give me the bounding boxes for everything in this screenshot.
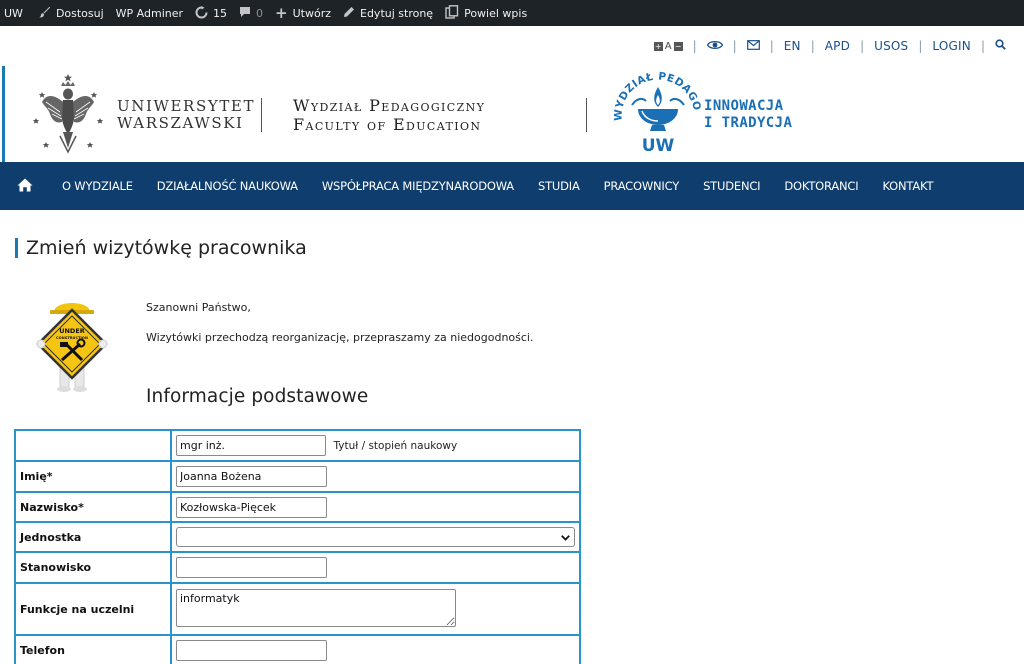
mail-icon[interactable] <box>747 39 760 53</box>
refresh-icon <box>195 6 208 21</box>
form-row-title <box>15 430 580 461</box>
page-title <box>15 237 307 259</box>
admin-bar-updates[interactable] <box>189 0 233 26</box>
wp-adminer-label: WP Adminer <box>115 6 184 20</box>
nav-item-doktoranci[interactable]: DOKTORANCI <box>784 179 859 193</box>
header-accent-bar <box>2 66 5 162</box>
nav-item-kontakt[interactable]: KONTAKT <box>882 179 934 193</box>
last-name-label: Nazwisko* <box>15 492 171 522</box>
title-hint: Tytuł / stopień naukowy <box>333 439 458 452</box>
faculty-name-polish: Wydział Pedagogiczny <box>293 96 486 115</box>
header-divider <box>586 98 587 132</box>
nav-item-pracownicy[interactable]: PRACOWNICY <box>603 179 680 193</box>
separator: | <box>980 39 985 53</box>
comment-icon <box>239 6 251 20</box>
header-divider <box>261 98 262 132</box>
university-name-line1: UNIWERSYTET <box>117 97 256 115</box>
admin-bar-site-link[interactable] <box>0 0 29 26</box>
plus-icon: + <box>275 3 288 22</box>
language-en-link[interactable]: EN <box>783 39 801 53</box>
greeting-text: Szanowni Państwo, <box>146 301 251 314</box>
wp-admin-bar <box>0 0 1024 26</box>
position-input[interactable] <box>176 557 327 578</box>
basic-info-form <box>14 429 581 664</box>
title-accent-bar <box>15 238 18 258</box>
login-link[interactable]: LOGIN <box>932 39 971 53</box>
separator: | <box>769 39 774 53</box>
font-decrease-icon[interactable]: − <box>674 41 682 51</box>
functions-cell <box>171 583 580 635</box>
comments-count: 0 <box>256 6 264 20</box>
chevron-down-icon <box>561 531 570 544</box>
page-title-text: Zmień wizytówkę pracownika <box>26 237 307 259</box>
pencil-icon <box>343 6 355 20</box>
apd-link[interactable]: APD <box>824 39 851 53</box>
first-name-input[interactable] <box>176 466 327 487</box>
first-name-cell <box>171 461 580 492</box>
usos-link[interactable]: USOS <box>874 39 909 53</box>
admin-bar-new[interactable] <box>269 0 337 26</box>
unit-cell <box>171 522 580 552</box>
admin-bar-comments[interactable] <box>233 0 269 26</box>
form-row-first-name <box>15 461 580 492</box>
new-label: Utwórz <box>292 6 331 20</box>
duplicate-icon <box>445 5 459 21</box>
position-label: Stanowisko <box>15 552 171 583</box>
duplicate-label: Powiel wpis <box>464 6 528 20</box>
form-row-functions <box>15 583 580 635</box>
separator: | <box>860 39 865 53</box>
first-name-label: Imię* <box>15 461 171 492</box>
admin-bar-site-label: UW <box>4 6 23 20</box>
faculty-slogan <box>704 98 792 132</box>
nav-item-o-wydziale[interactable]: O WYDZIALE <box>62 179 133 193</box>
section-heading: Informacje podstawowe <box>146 386 369 407</box>
form-row-unit <box>15 522 580 552</box>
title-value-cell <box>171 430 580 461</box>
unit-select[interactable] <box>176 527 575 547</box>
utility-links <box>654 36 1006 56</box>
functions-textarea[interactable] <box>176 589 456 627</box>
nav-item-wspolpraca[interactable]: WSPÓŁPRACA MIĘDZYNARODOWA <box>321 179 514 193</box>
admin-bar-customize[interactable] <box>29 0 110 26</box>
form-row-position <box>15 552 580 583</box>
updates-count: 15 <box>213 6 228 20</box>
notice-text: Wizytówki przechodzą reorganizację, przepraszamy za niedogodności. <box>146 331 534 344</box>
faculty-lamp-logo[interactable] <box>612 71 704 157</box>
phone-cell <box>171 635 580 664</box>
lamp-logo-arc-text: WYDZIAŁ PEDAGO <box>612 71 704 122</box>
uw-eagle-logo[interactable] <box>30 72 106 158</box>
separator: | <box>918 39 923 53</box>
admin-bar-edit-page[interactable] <box>337 0 439 26</box>
faculty-name <box>293 96 485 134</box>
home-icon <box>17 177 33 196</box>
position-cell <box>171 552 580 583</box>
nav-item-studia[interactable]: STUDIA <box>537 179 580 193</box>
search-icon[interactable] <box>995 39 1006 53</box>
functions-label: Funkcje na uczelni <box>15 583 171 635</box>
form-row-phone <box>15 635 580 664</box>
main-navigation <box>0 162 1024 210</box>
admin-bar-duplicate[interactable] <box>439 0 533 26</box>
form-row-last-name <box>15 492 580 522</box>
faculty-name-english: Faculty of Education <box>293 115 482 134</box>
nav-item-studenci[interactable]: STUDENCI <box>703 179 761 193</box>
separator: | <box>810 39 815 53</box>
font-size-label: A <box>664 40 672 52</box>
phone-label: Telefon <box>15 635 171 664</box>
title-label-cell <box>15 430 171 461</box>
nav-item-dzialalnosc-naukowa[interactable]: DZIAŁALNOŚĆ NAUKOWA <box>156 179 298 193</box>
contrast-eye-icon[interactable] <box>707 39 723 53</box>
unit-label: Jednostka <box>15 522 171 552</box>
university-name-line2: WARSZAWSKI <box>117 114 244 132</box>
last-name-input[interactable] <box>176 497 327 518</box>
nav-home-link[interactable] <box>0 162 50 210</box>
edit-page-label: Edytuj stronę <box>360 6 434 20</box>
last-name-cell <box>171 492 580 522</box>
slogan-line2: I TRADYCJA <box>704 115 793 131</box>
university-name <box>117 98 255 132</box>
sign-text-construction: CONSTRUCTION <box>56 336 88 340</box>
site-header <box>0 66 1024 162</box>
paintbrush-icon <box>39 6 51 20</box>
separator: | <box>732 39 737 53</box>
slogan-line1: INNOWACJA <box>704 98 784 114</box>
admin-bar-wp-adminer[interactable] <box>110 0 189 26</box>
separator: | <box>692 39 697 53</box>
sign-text-under: UNDER <box>59 327 85 335</box>
customize-label: Dostosuj <box>55 6 104 20</box>
lamp-logo-uw-text: UW <box>641 136 675 156</box>
under-construction-image <box>30 292 114 396</box>
font-increase-icon[interactable]: + <box>654 41 662 51</box>
phone-input[interactable] <box>176 640 327 661</box>
font-size-controls[interactable] <box>654 41 683 52</box>
title-input[interactable] <box>176 435 326 456</box>
